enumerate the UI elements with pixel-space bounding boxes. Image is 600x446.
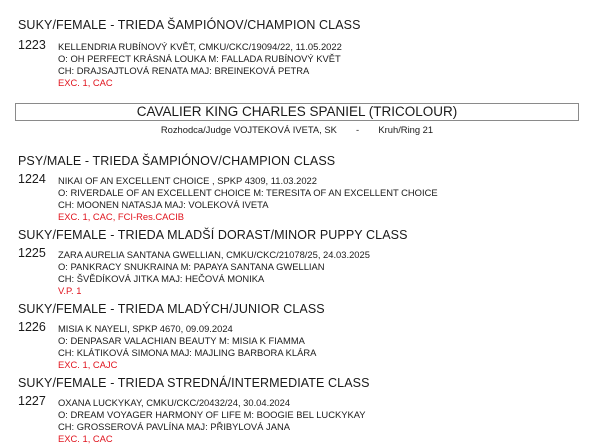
dog-name-line: ZARA AURELIA SANTANA GWELLIAN, CMKU/CKC/21078/25, 24.03.2025 — [58, 249, 370, 260]
breeder-owner-line: CH: ŠVĚDÍKOVÁ JITKA MAJ: HEČOVÁ MONIKA — [58, 273, 265, 284]
breeder-owner-line: CH: DRAJSAJTLOVÁ RENATA MAJ: BREINEKOVÁ PETRA — [58, 65, 310, 76]
class-header: SUKY/FEMALE - TRIEDA STREDNÁ/INTERMEDIATE CLASS — [18, 376, 370, 390]
class-header: SUKY/FEMALE - TRIEDA MLADÝCH/JUNIOR CLASS — [18, 302, 325, 316]
breeder-owner-line: CH: KLÁTIKOVÁ SIMONA MAJ: MAJLING BARBORA KLÁRA — [58, 347, 317, 358]
result-line: V.P. 1 — [58, 285, 82, 296]
class-header: SUKY/FEMALE - TRIEDA MLADŠÍ DORAST/MINOR PUPPY CLASS — [18, 228, 408, 242]
result-line: EXC. 1, CAJC — [58, 359, 118, 370]
entry-number: 1224 — [18, 172, 46, 186]
entry-number: 1223 — [18, 38, 46, 52]
dog-name-line: OXANA LUCKYKAY, CMKU/CKC/20432/24, 30.04.2024 — [58, 397, 291, 408]
result-line: EXC. 1, CAC — [58, 77, 113, 88]
parents-line: O: OH PERFECT KRÁSNÁ LOUKA M: FALLADA RUBÍNOVÝ KVĚT — [58, 53, 341, 64]
entry-number: 1225 — [18, 246, 46, 260]
judge-label: Rozhodca/Judge — [160, 124, 232, 135]
dog-name-line: NIKAI OF AN EXCELLENT CHOICE , SPKP 4309, 11.03.2022 — [58, 175, 317, 186]
entry-number: 1227 — [18, 394, 46, 408]
parents-line: O: DENPASAR VALACHIAN BEAUTY M: MISIA K FIAMMA — [58, 335, 305, 346]
class-header: PSY/MALE - TRIEDA ŠAMPIÓNOV/CHAMPION CLASS — [18, 154, 336, 168]
separator: - — [356, 124, 360, 135]
breeder-owner-line: CH: GROSSEROVÁ PAVLÍNA MAJ: PŘIBYLOVÁ JANA — [58, 421, 291, 432]
entry-number: 1226 — [18, 320, 46, 334]
dog-name-line: KELLENDRIA RUBÍNOVÝ KVĚT, CMKU/CKC/19094/22, 11.05.2022 — [58, 41, 342, 52]
judge-name: VOJTEKOVÁ IVETA, SK — [233, 124, 337, 135]
breed-title: CAVALIER KING CHARLES SPANIEL (TRICOLOUR) — [15, 103, 579, 121]
parents-line: O: DREAM VOYAGER HARMONY OF LIFE M: BOOGIE BEL LUCKYKAY — [58, 409, 366, 420]
judge-line — [15, 124, 579, 135]
ring-label: Kruh/Ring 21 — [378, 124, 434, 135]
dog-name-line: MISIA K NAYELI, SPKP 4670, 09.09.2024 — [58, 323, 233, 334]
breeder-owner-line: CH: MOONEN NATASJA MAJ: VOLEKOVÁ IVETA — [58, 199, 269, 210]
result-line: EXC. 1, CAC, FCI-Res.CACIB — [58, 211, 185, 222]
parents-line: O: RIVERDALE OF AN EXCELLENT CHOICE M: TERESITA OF AN EXCELLENT CHOICE — [58, 187, 438, 198]
class-header: SUKY/FEMALE - TRIEDA ŠAMPIÓNOV/CHAMPION CLASS — [18, 18, 361, 32]
parents-line: O: PANKRACY SNUKRAINA M: PAPAYA SANTANA GWELLIAN — [58, 261, 325, 272]
result-line: EXC. 1, CAC — [58, 433, 113, 444]
